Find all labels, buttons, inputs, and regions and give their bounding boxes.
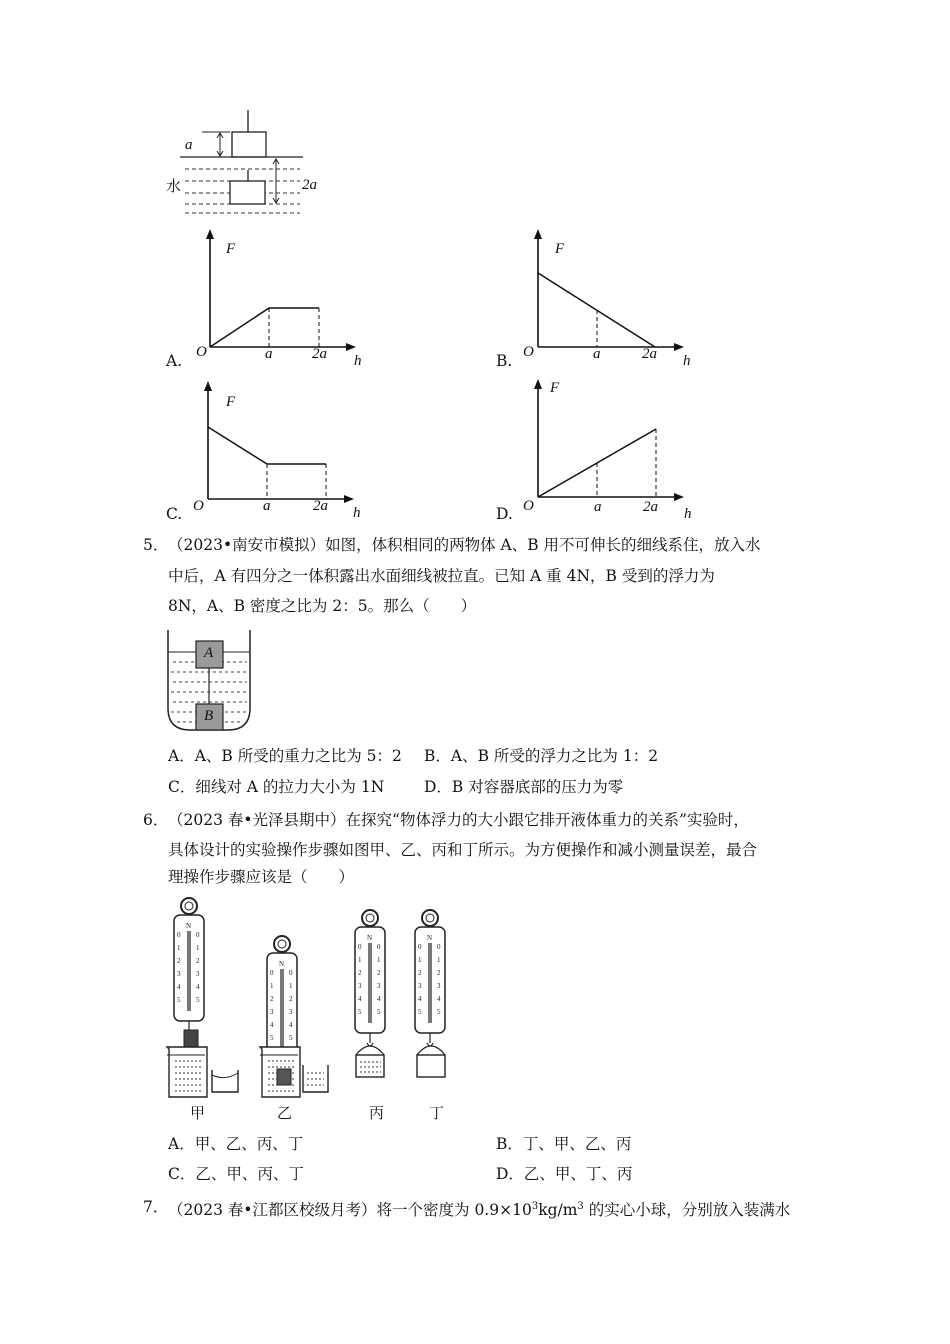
q6-option-b[interactable]: B．丁、甲、乙、丙 — [496, 1135, 632, 1153]
q4-graph-d-O: O — [523, 498, 534, 514]
q6-number: 6． — [143, 811, 169, 829]
q5-option-d[interactable]: D．B 对容器底部的压力为零 — [424, 778, 624, 796]
q4-option-d-letter: D. — [496, 505, 513, 523]
q6-option-a[interactable]: A．甲、乙、丙、丁 — [168, 1135, 304, 1153]
q5-option-b[interactable]: B．A、B 所受的浮力之比为 1：2 — [424, 747, 659, 765]
q4-graph-c-F: F — [226, 394, 236, 410]
q6-label-jia: 甲 — [190, 1104, 206, 1122]
q6-text-line-1: （2023 春•光泽县期中）在探究“物体浮力的大小跟它排开液体重力的关系”实验时， — [168, 811, 749, 829]
q4-graph-b-a: a — [593, 346, 601, 362]
q4-block-figure — [160, 110, 320, 220]
q6-text-line-2: 具体设计的实验操作步骤如图甲、乙、丙和丁所示。为方便操作和减小测量误差，最合 — [168, 841, 758, 859]
q6-label-bing: 丙 — [369, 1104, 385, 1122]
q6-label-ding: 丁 — [429, 1104, 445, 1122]
q5-block-a-label: A — [204, 645, 214, 661]
q4-option-b-letter: B. — [496, 352, 513, 370]
q7-text-post: 的实心小球，分别放入装满水 — [583, 1201, 791, 1220]
q7-text-pre: （2023 春•江都区校级月考）将一个密度为 0.9×10 — [168, 1201, 532, 1220]
q4-graph-d-a: a — [594, 499, 602, 515]
q4-graph-a-F: F — [226, 241, 236, 257]
q4-graph-b-2a: 2a — [642, 346, 657, 362]
q4-graph-d-h: h — [684, 506, 692, 522]
q4-graph-a-2a: 2a — [312, 346, 327, 362]
q4-graph-a-h: h — [354, 353, 362, 369]
q4-graph-b-h: h — [683, 353, 691, 369]
q7-sup-1: 3 — [531, 1201, 539, 1212]
q4-graph-d-2a: 2a — [643, 499, 658, 515]
q7-text-line-1 — [168, 1196, 790, 1221]
q4-option-c-letter: C. — [166, 505, 183, 523]
q6-option-d[interactable]: D．乙、甲、丁、丙 — [496, 1165, 633, 1183]
q4-label-a: a — [185, 137, 193, 153]
q5-number: 5． — [143, 536, 169, 554]
q4-graph-a-line — [210, 308, 319, 347]
q4-option-c-graph[interactable] — [160, 378, 370, 528]
q4-graph-b-F: F — [555, 241, 565, 257]
q4-graph-c-line — [208, 427, 326, 464]
q4-graph-c-h: h — [353, 505, 361, 521]
q4-option-a-letter: A. — [166, 352, 183, 370]
q6-text-line-3: 理操作步骤应该是（ ） — [168, 868, 355, 886]
q5-option-a[interactable]: A．A、B 所受的重力之比为 5：2 — [168, 747, 402, 765]
q6-experiment-figure: 0 1 2 3 4 5 — [160, 895, 480, 1105]
q4-graph-c-O: O — [193, 498, 204, 514]
q5-text-line-2: 中后，A 有四分之一体积露出水面细线被拉直。已知 A 重 4N，B 受到的浮力为 — [168, 567, 715, 585]
q6-label-yi: 乙 — [277, 1104, 293, 1122]
q7-number: 7． — [143, 1198, 169, 1216]
q4-label-water: 水 — [166, 177, 182, 195]
q4-graph-a-O: O — [196, 344, 207, 360]
q4-option-b-graph[interactable] — [490, 225, 700, 375]
q4-option-d-graph[interactable] — [490, 378, 700, 528]
q4-graph-c-a: a — [263, 498, 271, 514]
q5-option-c[interactable]: C．细线对 A 的拉力大小为 1N — [168, 778, 385, 796]
q4-graph-b-O: O — [523, 344, 534, 360]
q5-text-line-1: （2023•南安市模拟）如图，体积相同的两物体 A、B 用不可伸长的细线系住，放入水 — [168, 536, 761, 554]
q4-graph-c-2a: 2a — [313, 498, 328, 514]
q4-graph-a-a: a — [265, 346, 273, 362]
q5-block-b-label: B — [204, 708, 214, 724]
q4-graph-d-F: F — [550, 380, 560, 396]
q5-text-line-3: 8N，A、B 密度之比为 2：5。那么（ ） — [168, 597, 477, 615]
q7-sup-2: 3 — [577, 1201, 584, 1212]
q7-text-mid: kg/m — [538, 1201, 578, 1220]
q6-option-c[interactable]: C．乙、甲、丙、丁 — [168, 1165, 304, 1183]
q4-option-a-graph[interactable] — [160, 225, 370, 375]
q4-label-2a: 2a — [302, 177, 317, 193]
